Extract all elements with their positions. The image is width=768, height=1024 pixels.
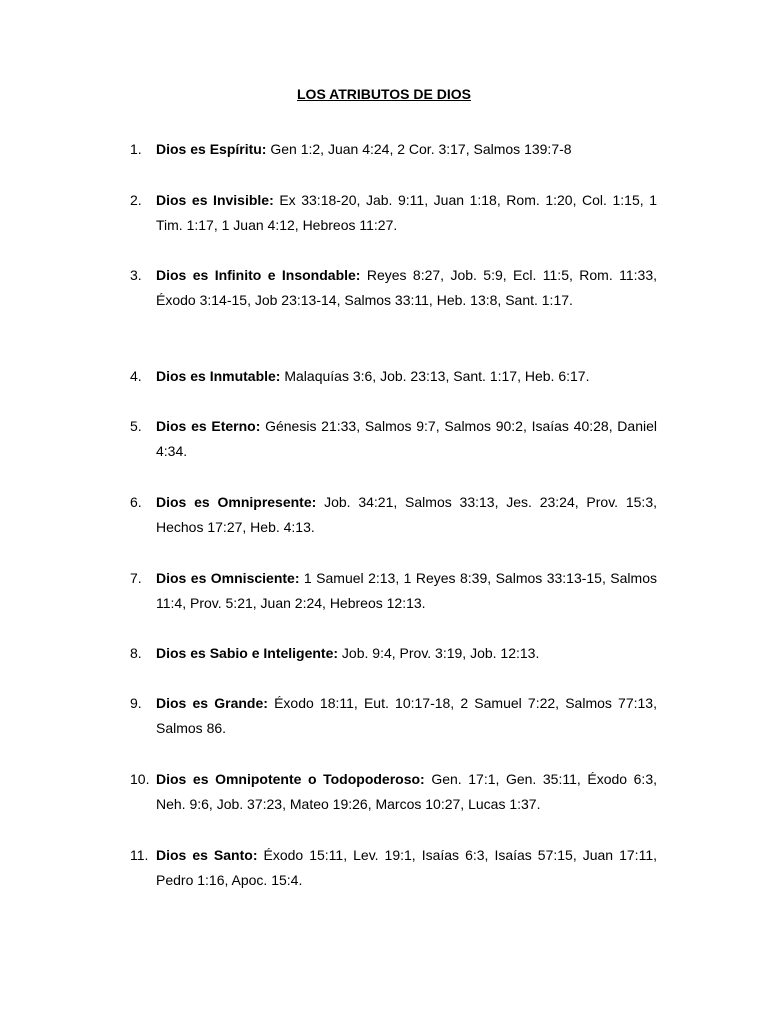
item-number: 5.: [130, 418, 142, 434]
item-references: Éxodo 15:11, Lev. 19:1, Isaías 6:3, Isaías 57:15, Juan 17:11, Pedro 1:16, Apoc. 15:4.: [156, 847, 657, 889]
item-references: Gen 1:2, Juan 4:24, 2 Cor. 3:17, Salmos 139:7-8: [266, 141, 572, 157]
item-references: Éxodo 18:11, Eut. 10:17-18, 2 Samuel 7:22, Salmos 77:13, Salmos 86.: [156, 695, 657, 737]
item-text: [156, 414, 657, 465]
list-item: [130, 843, 657, 894]
item-number: 10.: [130, 771, 150, 787]
item-references: Job. 9:4, Prov. 3:19, Job. 12:13.: [338, 645, 540, 661]
item-label: Dios es Inmutable:: [156, 368, 281, 384]
list-item: [130, 137, 657, 162]
item-references: Reyes 8:27, Job. 5:9, Ecl. 11:5, Rom. 11:33, Éxodo 3:14-15, Job 23:13-14, Salmos 33:11, Heb. 13:8, Sant. 1:17.: [156, 267, 657, 309]
list-item: [130, 490, 657, 541]
item-text: [156, 767, 657, 818]
item-number: 7.: [130, 570, 142, 586]
item-label: Dios es Omnipotente o Todopoderoso:: [156, 771, 425, 787]
item-references: Gen. 17:1, Gen. 35:11, Éxodo 6:3, Neh. 9:6, Job. 37:23, Mateo 19:26, Marcos 10:27, Lucas 1:37.: [156, 771, 657, 813]
item-label: Dios es Santo:: [156, 847, 258, 863]
item-text: [156, 691, 657, 742]
list-item: [130, 188, 657, 239]
item-text: [156, 490, 657, 541]
item-references: Malaquías 3:6, Job. 23:13, Sant. 1:17, Heb. 6:17.: [280, 368, 590, 384]
item-number: 3.: [130, 267, 142, 283]
item-label: Dios es Invisible:: [156, 192, 274, 208]
list-item: [130, 364, 657, 389]
item-text: [156, 566, 657, 617]
item-references: Ex 33:18-20, Jab. 9:11, Juan 1:18, Rom. 1:20, Col. 1:15, 1 Tim. 1:17, 1 Juan 4:12, Hebreos 11:27.: [156, 192, 658, 234]
item-references: 1 Samuel 2:13, 1 Reyes 8:39, Salmos 33:13-15, Salmos 11:4, Prov. 5:21, Juan 2:24, Hebreos 12:13.: [156, 570, 657, 612]
item-label: Dios es Espíritu:: [156, 141, 267, 157]
item-number: 6.: [130, 494, 142, 510]
item-text: [156, 263, 657, 314]
item-references: Génesis 21:33, Salmos 9:7, Salmos 90:2, Isaías 40:28, Daniel 4:34.: [156, 418, 658, 460]
item-label: Dios es Omnisciente:: [156, 570, 300, 586]
item-label: Dios es Omnipresente:: [156, 494, 317, 510]
item-text: [156, 641, 657, 666]
item-text: [156, 188, 657, 239]
list-item: [130, 691, 657, 742]
list-item: [130, 263, 657, 314]
list-item: [130, 767, 657, 818]
item-label: Dios es Eterno:: [156, 418, 261, 434]
item-label: Dios es Grande:: [156, 695, 268, 711]
item-number: 11.: [130, 847, 149, 863]
item-number: 4.: [130, 368, 142, 384]
item-number: 1.: [130, 141, 142, 157]
item-number: 9.: [130, 695, 142, 711]
document-title: LOS ATRIBUTOS DE DIOS: [297, 86, 471, 102]
item-references: Job. 34:21, Salmos 33:13, Jes. 23:24, Prov. 15:3, Hechos 17:27, Heb. 4:13.: [156, 494, 657, 536]
item-text: [156, 137, 657, 162]
list-item: [130, 414, 657, 465]
list-item: [130, 641, 657, 666]
item-label: Dios es Sabio e Inteligente:: [156, 645, 339, 661]
item-number: 8.: [130, 645, 142, 661]
list-item: [130, 566, 657, 617]
item-text: [156, 364, 657, 389]
item-label: Dios es Infinito e Insondable:: [156, 267, 361, 283]
item-text: [156, 843, 657, 894]
item-number: 2.: [130, 192, 142, 208]
